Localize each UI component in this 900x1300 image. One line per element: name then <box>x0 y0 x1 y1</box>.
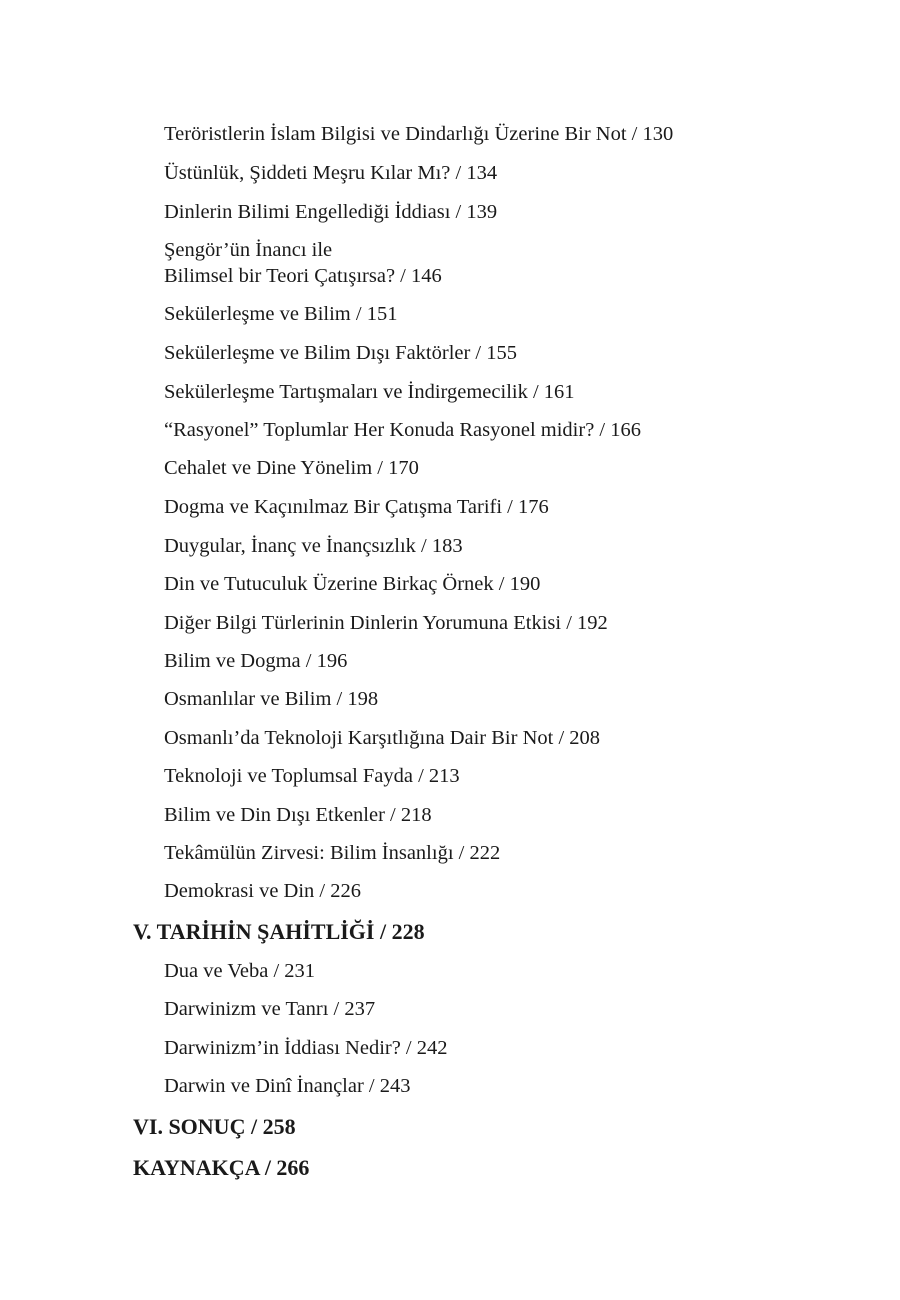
toc-entry: Duygular, İnanç ve İnançsızlık / 183 <box>164 535 463 557</box>
toc-entry: Dinlerin Bilimi Engellediği İddiası / 139 <box>164 201 498 223</box>
toc-entry: Cehalet ve Dine Yönelim / 170 <box>164 457 419 479</box>
toc-entry: Darwin ve Dinî İnançlar / 243 <box>164 1075 411 1097</box>
toc-entry: Darwinizm ve Tanrı / 237 <box>164 998 376 1020</box>
toc-entry: Sekülerleşme ve Bilim / 151 <box>164 303 398 325</box>
toc-entry: Dua ve Veba / 231 <box>164 960 316 982</box>
toc-entry: Diğer Bilgi Türlerinin Dinlerin Yorumuna Etkisi / 192 <box>164 612 608 634</box>
section-heading: KAYNAKÇA / 266 <box>133 1155 310 1180</box>
toc-entry: Üstünlük, Şiddeti Meşru Kılar Mı? / 134 <box>164 162 498 184</box>
toc-entry: “Rasyonel” Toplumlar Her Konuda Rasyonel midir? / 166 <box>164 419 641 441</box>
toc-entry: Sekülerleşme ve Bilim Dışı Faktörler / 155 <box>164 342 518 364</box>
toc-entry: Bilim ve Dogma / 196 <box>164 650 348 672</box>
toc-entry: Teknoloji ve Toplumsal Fayda / 213 <box>164 765 460 787</box>
toc-entry: Osmanlı’da Teknoloji Karşıtlığına Dair Bir Not / 208 <box>164 727 601 749</box>
toc-entry: Osmanlılar ve Bilim / 198 <box>164 688 379 710</box>
section-heading: V. TARİHİN ŞAHİTLİĞİ / 228 <box>133 919 425 944</box>
toc-entry: Dogma ve Kaçınılmaz Bir Çatışma Tarifi / 176 <box>164 496 549 518</box>
toc-entry: Demokrasi ve Din / 226 <box>164 880 361 902</box>
toc-entry: Darwinizm’in İddiası Nedir? / 242 <box>164 1037 448 1059</box>
toc-entry: Teröristlerin İslam Bilgisi ve Dindarlığı Üzerine Bir Not / 130 <box>164 123 674 145</box>
toc-entry: Din ve Tutuculuk Üzerine Birkaç Örnek / 190 <box>164 573 541 595</box>
toc-entry-line: Şengör’ün İnancı ile <box>164 239 333 261</box>
toc-entry: Tekâmülün Zirvesi: Bilim İnsanlığı / 222 <box>164 842 501 864</box>
toc-entry: Bilim ve Din Dışı Etkenler / 218 <box>164 804 432 826</box>
toc-entry-multiline <box>164 237 442 289</box>
toc-entry: Sekülerleşme Tartışmaları ve İndirgemecilik / 161 <box>164 381 575 403</box>
toc-entry-line: Bilimsel bir Teori Çatışırsa? / 146 <box>164 265 442 287</box>
section-heading: VI. SONUÇ / 258 <box>133 1114 296 1139</box>
